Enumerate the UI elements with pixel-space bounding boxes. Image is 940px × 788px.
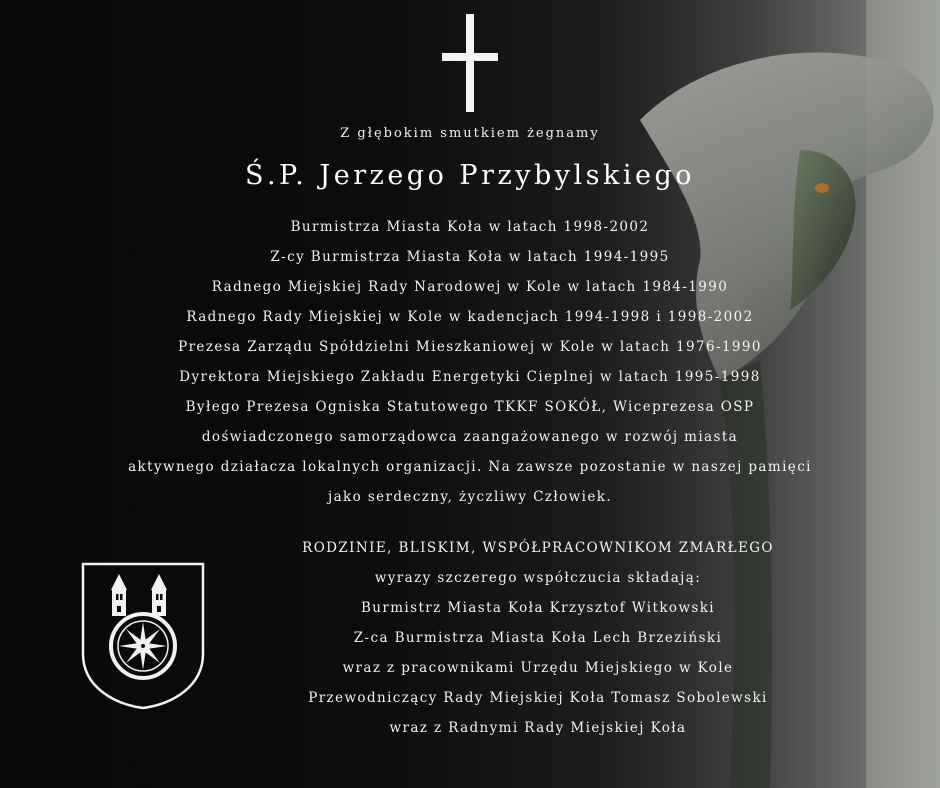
- title-line: Radnego Miejskiej Rady Narodowej w Kole w latach 1984-1990: [211, 279, 729, 295]
- cross-icon: [442, 14, 498, 112]
- title-line: Dyrektora Miejskiego Zakładu Energetyki Cieplnej w latach 1995-1998: [179, 369, 761, 385]
- title-line: doświadczonego samorządowca zaangażowanego w rozwój miasta: [201, 429, 739, 445]
- condolence-block: [248, 533, 828, 743]
- title-line: Z-cy Burmistrza Miasta Koła w latach 1994-1995: [270, 249, 670, 265]
- titles-list: [40, 212, 900, 512]
- title-line: jako serdeczny, życzliwy Człowiek.: [327, 489, 613, 505]
- title-line: Byłego Prezesa Ogniska Statutowego TKKF SOKÓŁ, Wiceprezesa OSP: [185, 399, 755, 415]
- condolence-line: Z-ca Burmistrza Miasta Koła Lech Brzeziński: [353, 630, 723, 646]
- title-line: aktywnego działacza lokalnych organizacji. Na zawsze pozostanie w naszej pamięci: [128, 459, 812, 475]
- condolence-line: wraz z pracownikami Urzędu Miejskiego w Kole: [342, 660, 734, 676]
- condolence-line: Przewodniczący Rady Miejskiej Koła Tomasz Sobolewski: [308, 690, 768, 706]
- title-line: Radnego Rady Miejskiej w Kole w kadencjach 1994-1998 i 1998-2002: [186, 309, 754, 325]
- title-line: Burmistrza Miasta Koła w latach 1998-2002: [290, 219, 650, 235]
- city-crest-icon: [81, 562, 205, 710]
- condolence-line: wyrazy szczerego współczucia składają:: [374, 570, 702, 586]
- condolence-line: RODZINIE, BLISKIM, WSPÓŁPRACOWNIKOM ZMARŁEGO: [302, 540, 774, 556]
- title-line: Prezesa Zarządu Spółdzielni Mieszkaniowej w Kole w latach 1976-1990: [178, 339, 762, 355]
- condolence-line: Burmistrz Miasta Koła Krzysztof Witkowski: [360, 600, 716, 616]
- intro-text: Z głębokim smutkiem żegnamy: [340, 126, 600, 141]
- deceased-name: Ś.P. Jerzego Przybylskiego: [244, 160, 696, 191]
- condolence-line: wraz z Radnymi Rady Miejskiej Koła: [389, 720, 687, 736]
